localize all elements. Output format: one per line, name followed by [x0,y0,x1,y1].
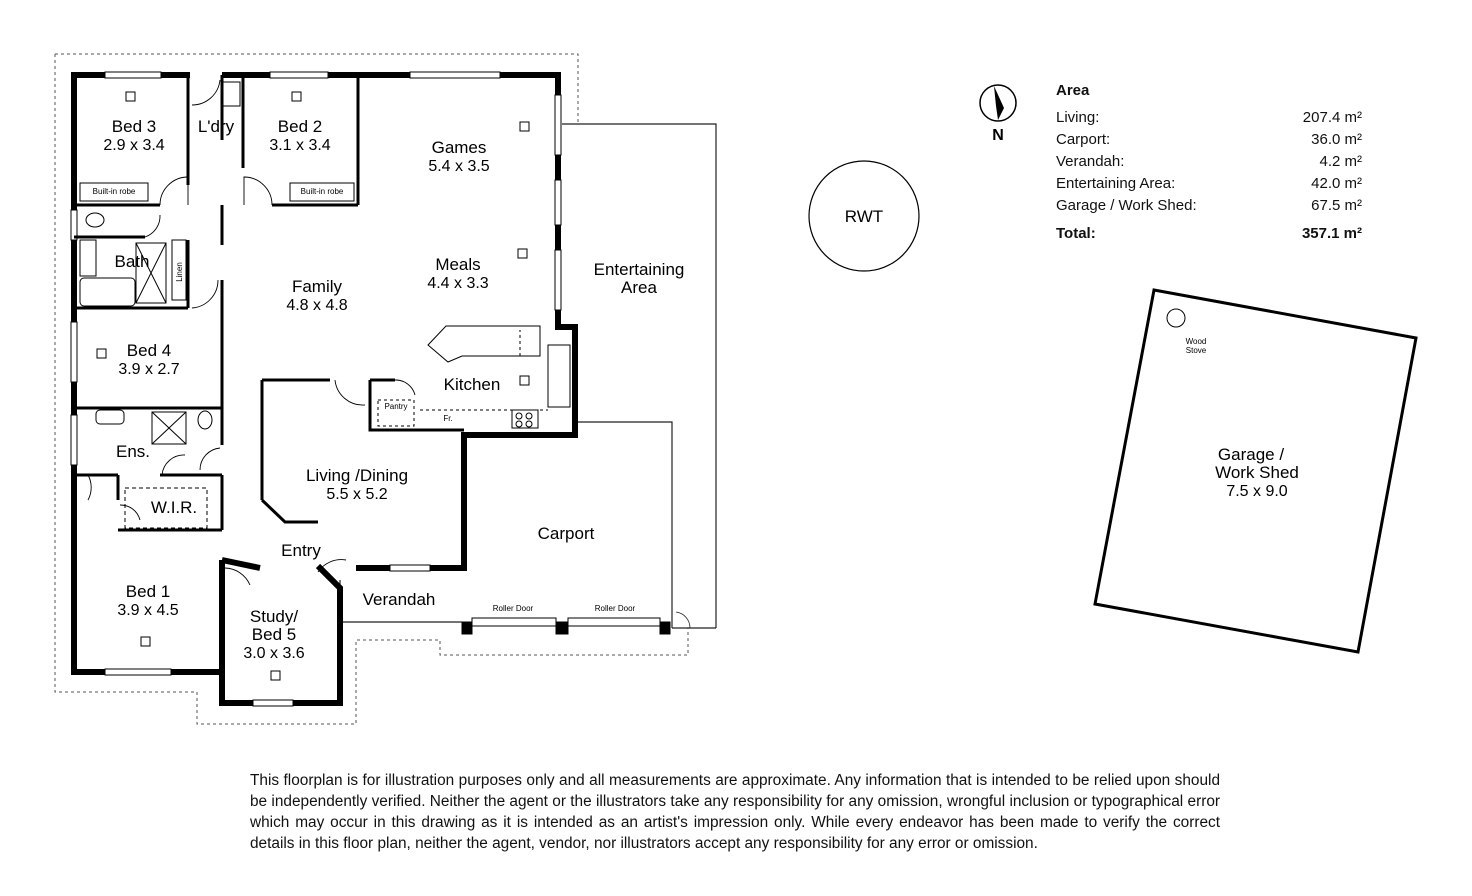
linen-label: Linen [175,262,184,282]
fridge-label: Fr. [443,414,453,423]
study-name: Study/ [249,607,299,626]
bed1-dim: 3.9 x 4.5 [117,602,179,619]
area-value: 36.0 m² [1311,131,1362,148]
bed1-name: Bed 1 [125,582,171,601]
area-label: Entertaining Area: [1056,175,1176,192]
study-name2: Bed 5 [251,625,297,644]
area-value: 42.0 m² [1311,175,1362,192]
games-dim: 5.4 x 3.5 [428,158,490,175]
area-row-verandah [1056,151,1362,173]
wir-name: W.I.R. [150,498,198,517]
area-value: 67.5 m² [1311,197,1362,214]
bath-name: Bath [114,252,150,271]
bed3-dim: 2.9 x 3.4 [103,137,165,154]
family-name: Family [291,277,343,296]
verandah-name: Verandah [362,590,436,609]
bed3-name: Bed 3 [111,117,157,136]
area-row-garage [1056,195,1362,217]
roller-door-label-2: Roller Door [594,604,636,613]
entry-name: Entry [281,541,321,560]
entertaining-name: Entertaining [593,260,685,279]
north-label: N [992,127,1004,144]
disclaimer-text: This floorplan is for illustration purposes only and all measurements are approximate. Any information that is intended to be relied upon should be independently verified. Neither the agent or the illustrators take any responsibility for any omission, wrongful inclusion or typographical error which may occur in this drawing as it is intended as an artist's impression only. While every endeavor has been made to verify the correct details in this floor plan, neither the agent, vendor, nor illustrators accept any responsibility for any error or omission. [250,772,1220,852]
entertaining-area-outline [562,124,716,628]
bed4-dim: 3.9 x 2.7 [118,361,180,378]
study-dim: 3.0 x 3.6 [243,645,305,662]
area-total-value: 357.1 m² [1301,225,1362,242]
area-summary [1056,82,1362,245]
bed3-robe-label: Built-in robe [92,187,136,196]
area-heading: Area [1056,82,1090,99]
area-label: Living: [1056,109,1100,126]
north-compass-icon [980,85,1016,144]
garage-dim: 7.5 x 9.0 [1226,483,1288,500]
area-row-carport [1056,129,1362,151]
laundry-name: L'dry [197,117,235,136]
area-row-living [1056,107,1362,129]
living-dim: 5.5 x 5.2 [326,486,388,503]
kitchen-name: Kitchen [443,375,501,394]
games-name: Games [431,138,487,157]
meals-dim: 4.4 x 3.3 [427,275,489,292]
garage-name: Garage / [1217,445,1285,464]
area-label: Garage / Work Shed: [1056,197,1197,214]
wood-stove-label-2: Stove [1185,346,1207,355]
area-value: 4.2 m² [1319,153,1362,170]
carport-name: Carport [537,524,595,543]
roller-door-label-1: Roller Door [492,604,534,613]
pantry-label: Pantry [384,402,408,411]
area-row-entertaining [1056,173,1362,195]
bed4-name: Bed 4 [126,341,172,360]
area-row-total [1056,223,1362,245]
wood-stove-label-1: Wood [1185,337,1207,346]
garage-name2: Work Shed [1215,463,1299,482]
ensuite-name: Ens. [115,442,151,461]
roller-doors [462,618,670,634]
family-dim: 4.8 x 4.8 [286,297,348,314]
living-name: Living /Dining [305,466,409,485]
bed2-name: Bed 2 [277,117,323,136]
area-value: 207.4 m² [1302,109,1362,126]
door-swings [88,80,415,585]
rwt-label: RWT [844,207,884,226]
bed2-robe-label: Built-in robe [300,187,344,196]
area-total-label: Total: [1056,225,1096,242]
area-label: Carport: [1056,131,1111,148]
bed2-dim: 3.1 x 3.4 [269,137,331,154]
fixture-labels [93,187,1207,613]
entertaining-name2: Area [621,278,657,297]
wood-stove-icon [1167,309,1185,327]
meals-name: Meals [435,255,481,274]
area-label: Verandah: [1056,153,1125,170]
